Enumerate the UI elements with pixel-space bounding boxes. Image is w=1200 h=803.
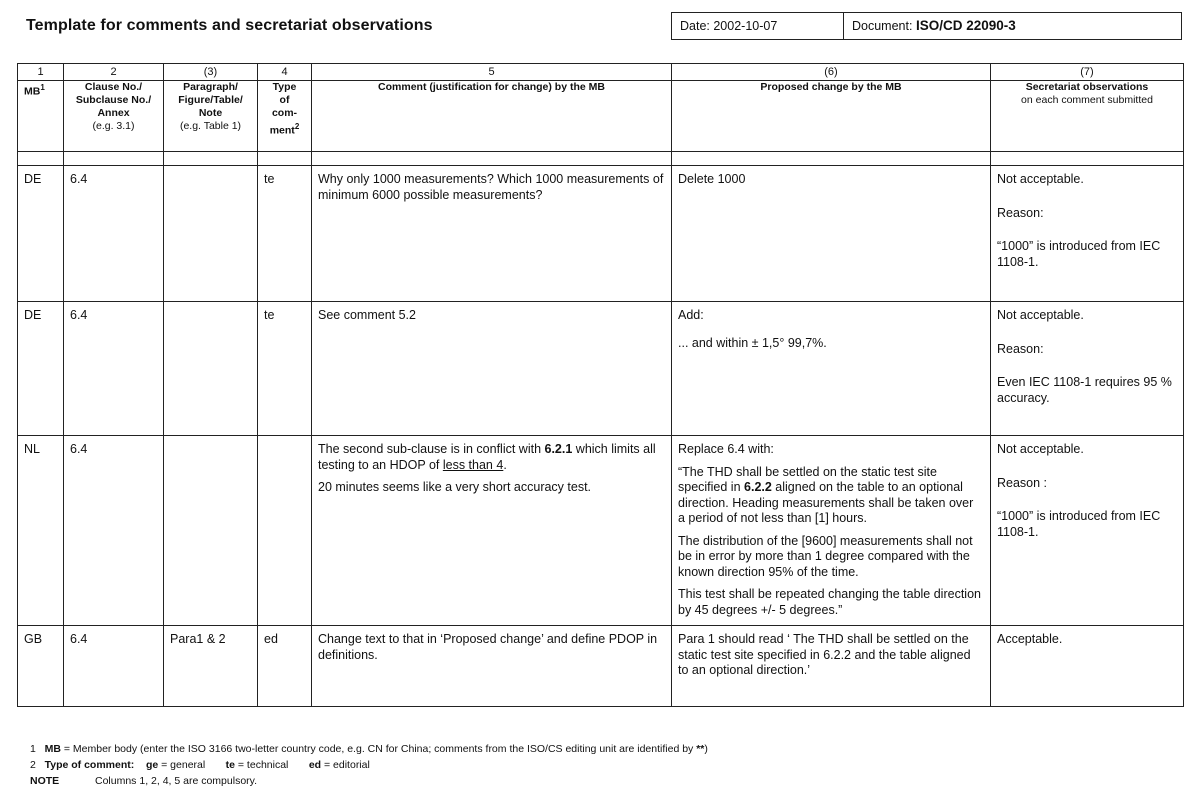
page-title: Template for comments and secretariat observations <box>26 17 433 34</box>
header-clause: Clause No./ Subclause No./ Annex (e.g. 3.1) <box>64 81 164 152</box>
table-row <box>18 626 1184 707</box>
column-number-row <box>18 64 1184 81</box>
document-label: Document: <box>852 19 913 33</box>
header-type: Type of com- ment$^2$ <box>258 81 312 152</box>
paragraph-cell <box>164 436 257 442</box>
proposed-cell: Delete 1000 <box>678 172 746 186</box>
footnote-note: NOTE Columns 1, 2, 4, 5 are compulsory. <box>30 775 258 787</box>
header-paragraph: Paragraph/ Figure/Table/ Note (e.g. Table 1) <box>164 81 258 152</box>
mb-cell: DE <box>24 172 42 186</box>
footnote-1: 1 MB = Member body (enter the ISO 3166 two-letter country code, e.g. CN for China; comments from the ISO/CS editing unit are identified by **) <box>30 743 708 755</box>
proposed-cell: Replace 6.4 with: “The THD shall be settled on the static test site specified in 6.2.2 aligned on the table to an optional direction. Heading measurements shall be taken over a period of not less than [1] hours. The distribution of the [9600] measurements shall not be in error by more than 1 degree compared with the known direction 95% of the time. This test shall be repeated changing the table direction by 45 degrees +/- 5 degrees.” <box>678 442 981 617</box>
header-secretariat: Secretariat observations on each comment submitted <box>991 81 1184 152</box>
type-cell: ed <box>264 632 278 646</box>
header-mb: $MB^1$ <box>18 81 64 152</box>
observation-cell: Not acceptable. Reason: “1000” is introduced from IEC 1108-1. <box>997 172 1161 269</box>
clause-cell: 6.4 <box>70 308 88 322</box>
table-row <box>18 302 1184 436</box>
paragraph-cell <box>164 302 257 308</box>
column-number: 5 <box>312 64 672 81</box>
observation-cell: Not acceptable. Reason : “1000” is introduced from IEC 1108-1. <box>997 442 1161 539</box>
observation-cell: Acceptable. <box>997 632 1063 646</box>
mb-cell: NL <box>24 442 40 456</box>
clause-cell: 6.4 <box>70 172 88 186</box>
type-cell: te <box>264 172 275 186</box>
footnotes <box>30 741 708 789</box>
header-proposed: Proposed change by the MB <box>672 81 991 152</box>
column-number: (3) <box>164 64 258 81</box>
proposed-cell: Para 1 should read ‘ The THD shall be settled on the static test site specified in 6.2.2 and the table aligned to an optional direction.’ <box>678 632 971 677</box>
paragraph-cell: Para1 & 2 <box>170 632 226 646</box>
header-comment: Comment (justification for change) by the MB <box>312 81 672 152</box>
header-spacer <box>18 152 1184 166</box>
comment-cell: See comment 5.2 <box>318 308 416 322</box>
clause-cell: 6.4 <box>70 632 88 646</box>
column-number: 4 <box>258 64 312 81</box>
column-number: 2 <box>64 64 164 81</box>
type-cell <box>258 436 311 442</box>
clause-cell: 6.4 <box>70 442 88 456</box>
mb-cell: GB <box>24 632 43 646</box>
proposed-cell: Add: ... and within ± 1,5° 99,7%. <box>678 308 827 350</box>
document-number: ISO/CD 22090-3 <box>915 18 1016 33</box>
observation-cell: Not acceptable. Reason: Even IEC 1108-1 requires 95 % accuracy. <box>997 308 1172 405</box>
date-field: Date: 2002-10-07 <box>671 12 844 40</box>
comment-cell: The second sub-clause is in conflict with 6.2.1 which limits all testing to an HDOP of less than 4. 20 minutes seems like a very short accuracy test. <box>318 442 656 494</box>
comment-cell: Why only 1000 measurements? Which 1000 measurements of minimum 6000 possible measurements? <box>318 172 664 202</box>
column-number: 1 <box>18 64 64 81</box>
table-row <box>18 166 1184 302</box>
document-field <box>843 12 1182 40</box>
type-cell: te <box>264 308 275 322</box>
paragraph-cell <box>164 166 257 172</box>
table-row <box>18 436 1184 626</box>
comments-table <box>17 63 1184 707</box>
footnote-2: 2 Type of comment: ge = general te = technical ed = editorial <box>30 759 370 771</box>
column-number: (7) <box>991 64 1184 81</box>
column-header-row <box>18 81 1184 152</box>
comment-cell: Change text to that in ‘Proposed change’ and define PDOP in definitions. <box>318 632 658 662</box>
column-number: (6) <box>672 64 991 81</box>
mb-cell: DE <box>24 308 42 322</box>
